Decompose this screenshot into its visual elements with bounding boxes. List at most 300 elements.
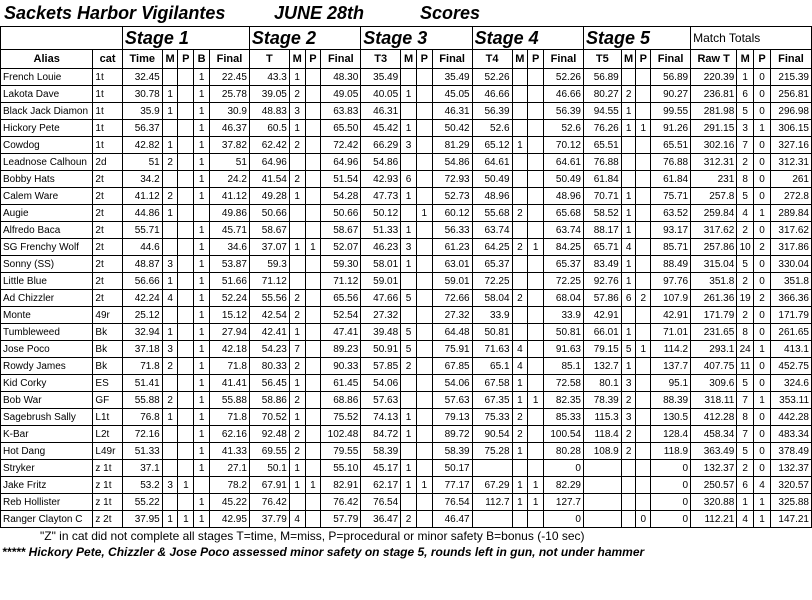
score-cell [416, 409, 432, 426]
score-cell: 2 [289, 290, 305, 307]
score-cell: 1 [194, 273, 210, 290]
score-cell: 2 [737, 154, 754, 171]
score-cell: 56.37 [122, 120, 162, 137]
score-cell: 95.1 [651, 375, 691, 392]
score-cell: 66.29 [361, 137, 401, 154]
score-cell: 171.79 [770, 307, 811, 324]
score-cell [416, 273, 432, 290]
score-row [1, 86, 812, 103]
score-cell: 11 [737, 358, 754, 375]
score-cell [305, 256, 321, 273]
column-header: Raw T [691, 50, 737, 69]
column-header: Final [321, 50, 361, 69]
score-cell: 49.05 [321, 86, 361, 103]
score-cell: 65.51 [651, 137, 691, 154]
alias-cell: Leadnose Calhoun [1, 154, 93, 171]
score-cell: 46.47 [432, 511, 472, 528]
score-cell: 1 [305, 239, 321, 256]
score-cell [305, 171, 321, 188]
score-cell: 48.30 [321, 69, 361, 86]
score-cell: 1 [401, 460, 417, 477]
score-cell [416, 120, 432, 137]
score-cell: 56.33 [432, 222, 472, 239]
score-cell: 67.85 [432, 358, 472, 375]
score-cell: 0 [754, 375, 771, 392]
score-cell [162, 171, 178, 188]
score-cell: 65.68 [544, 205, 584, 222]
score-cell: 4 [289, 511, 305, 528]
column-header: P [754, 50, 771, 69]
column-header: T [249, 50, 289, 69]
column-header: B [194, 50, 210, 69]
score-cell [636, 103, 651, 120]
score-cell: 58.67 [249, 222, 289, 239]
score-cell: 50.81 [544, 324, 584, 341]
score-cell: 7 [737, 137, 754, 154]
alias-cell: Cowdog [1, 137, 93, 154]
score-cell: 5 [401, 324, 417, 341]
score-cell: 56.89 [651, 69, 691, 86]
score-cell: 51.41 [122, 375, 162, 392]
score-cell: 1 [194, 290, 210, 307]
score-cell: 1 [416, 477, 432, 494]
score-cell: 1 [194, 494, 210, 511]
score-cell: 1 [754, 494, 771, 511]
alias-cell: French Louie [1, 69, 93, 86]
score-cell: 48.87 [122, 256, 162, 273]
score-cell: 91.26 [651, 120, 691, 137]
column-header: Alias [1, 50, 93, 69]
column-header: T4 [472, 50, 512, 69]
stage-3-title: Stage 3 [361, 27, 472, 50]
score-cell: 54.23 [249, 341, 289, 358]
score-cell: 50.17 [432, 460, 472, 477]
category-cell: 2t [93, 171, 122, 188]
score-cell: 118.9 [651, 443, 691, 460]
score-cell [178, 426, 194, 443]
score-row [1, 460, 812, 477]
score-cell: 3 [621, 375, 636, 392]
score-cell: 71.01 [651, 324, 691, 341]
score-cell [289, 273, 305, 290]
score-cell: 1 [178, 511, 194, 528]
score-cell: 1 [289, 69, 305, 86]
score-cell: 79.13 [432, 409, 472, 426]
score-cell: 62.42 [249, 137, 289, 154]
score-cell: 64.61 [472, 154, 512, 171]
score-cell [416, 137, 432, 154]
score-cell: 60.12 [432, 205, 472, 222]
alias-cell: Monte [1, 307, 93, 324]
score-cell: 66.01 [583, 324, 621, 341]
score-cell: 58.67 [321, 222, 361, 239]
score-cell: 132.7 [583, 358, 621, 375]
score-cell: 312.31 [691, 154, 737, 171]
score-cell [636, 171, 651, 188]
alias-cell: K-Bar [1, 426, 93, 443]
score-cell: 72.16 [122, 426, 162, 443]
score-cell: 127.7 [544, 494, 584, 511]
score-cell [528, 409, 544, 426]
score-cell: 0 [754, 222, 771, 239]
score-cell: 32.94 [122, 324, 162, 341]
score-cell: 85.33 [544, 409, 584, 426]
score-cell: 353.11 [770, 392, 811, 409]
stage-2-title: Stage 2 [249, 27, 360, 50]
column-header-row [1, 50, 812, 69]
score-cell: 2 [621, 392, 636, 409]
score-cell: 63.74 [544, 222, 584, 239]
score-cell: 37.07 [249, 239, 289, 256]
score-cell [636, 358, 651, 375]
score-cell: 1 [401, 222, 417, 239]
score-cell: 1 [289, 188, 305, 205]
score-cell: 5 [737, 103, 754, 120]
score-cell: 67.35 [472, 392, 512, 409]
score-cell: 99.55 [651, 103, 691, 120]
score-cell [305, 392, 321, 409]
category-cell: z 1t [93, 477, 122, 494]
score-cell: 15.12 [209, 307, 249, 324]
score-cell [621, 137, 636, 154]
score-cell: 1 [621, 103, 636, 120]
alias-cell: Calem Ware [1, 188, 93, 205]
score-cell [305, 426, 321, 443]
score-cell [621, 511, 636, 528]
stage-5-title: Stage 5 [583, 27, 690, 50]
score-cell: 1 [737, 69, 754, 86]
score-cell [528, 324, 544, 341]
score-cell: 1 [194, 511, 210, 528]
score-cell: 88.17 [583, 222, 621, 239]
score-cell: 41.12 [122, 188, 162, 205]
score-cell [416, 69, 432, 86]
score-row [1, 239, 812, 256]
stage-4-title: Stage 4 [472, 27, 583, 50]
score-cell: 2 [737, 222, 754, 239]
score-cell [305, 69, 321, 86]
score-cell: 60.5 [249, 120, 289, 137]
score-cell: 1 [512, 137, 528, 154]
score-cell: 5 [401, 341, 417, 358]
score-cell: 4 [754, 477, 771, 494]
score-cell: 0 [754, 426, 771, 443]
score-row [1, 120, 812, 137]
score-cell: 1 [754, 205, 771, 222]
column-header: Final [770, 50, 811, 69]
score-cell: 90.54 [472, 426, 512, 443]
score-cell: 80.33 [249, 358, 289, 375]
score-cell: 3 [162, 341, 178, 358]
score-cell [289, 256, 305, 273]
score-cell: 51.54 [321, 171, 361, 188]
score-cell: 118.4 [583, 426, 621, 443]
score-cell [305, 409, 321, 426]
score-cell: 55.10 [321, 460, 361, 477]
score-cell: 71.12 [249, 273, 289, 290]
score-cell: 1 [194, 426, 210, 443]
score-cell: 7 [289, 341, 305, 358]
category-cell: z 1t [93, 494, 122, 511]
score-cell: 302.16 [691, 137, 737, 154]
score-cell: 5 [621, 341, 636, 358]
category-cell: 2t [93, 290, 122, 307]
score-cell: 2 [289, 171, 305, 188]
score-cell: 2 [162, 358, 178, 375]
score-cell: 5 [737, 375, 754, 392]
score-cell: 1 [194, 239, 210, 256]
score-row [1, 205, 812, 222]
stage-header-row [1, 27, 812, 50]
score-cell: 39.05 [249, 86, 289, 103]
score-cell [416, 86, 432, 103]
score-cell [416, 307, 432, 324]
score-cell: 58.04 [472, 290, 512, 307]
category-cell: L1t [93, 409, 122, 426]
score-cell: 45.17 [361, 460, 401, 477]
score-cell: 2 [289, 358, 305, 375]
score-cell: 257.8 [691, 188, 737, 205]
score-cell [401, 69, 417, 86]
score-cell [178, 375, 194, 392]
score-cell: 1 [162, 511, 178, 528]
score-cell [583, 477, 621, 494]
score-cell [416, 358, 432, 375]
score-row [1, 392, 812, 409]
score-cell [401, 273, 417, 290]
score-cell: 293.1 [691, 341, 737, 358]
score-cell: 45.22 [209, 494, 249, 511]
score-cell [528, 426, 544, 443]
score-cell: 4 [162, 290, 178, 307]
score-cell: 483.34 [770, 426, 811, 443]
score-cell: 44.6 [122, 239, 162, 256]
score-cell: 2 [737, 460, 754, 477]
score-cell [178, 358, 194, 375]
score-cell: 0 [754, 171, 771, 188]
score-cell: 2 [512, 239, 528, 256]
score-cell [178, 443, 194, 460]
column-header: Final [209, 50, 249, 69]
score-cell: 1 [289, 409, 305, 426]
score-cell: 1 [621, 188, 636, 205]
score-cell: 64.61 [544, 154, 584, 171]
alias-cell: Jose Poco [1, 341, 93, 358]
score-cell: 72.42 [321, 137, 361, 154]
column-header: M [289, 50, 305, 69]
score-row [1, 103, 812, 120]
score-cell: 58.39 [432, 443, 472, 460]
score-cell: 50.12 [361, 205, 401, 222]
score-cell: 59.30 [321, 256, 361, 273]
score-cell: 78.2 [209, 477, 249, 494]
score-cell: 65.37 [544, 256, 584, 273]
score-cell [289, 205, 305, 222]
score-cell: 83.49 [583, 256, 621, 273]
score-cell: 35.49 [432, 69, 472, 86]
score-cell [289, 222, 305, 239]
score-row [1, 375, 812, 392]
score-cell: 2 [636, 290, 651, 307]
score-cell [178, 273, 194, 290]
score-cell: 61.45 [321, 375, 361, 392]
score-cell: 45.71 [209, 222, 249, 239]
score-cell: 0 [754, 86, 771, 103]
score-cell [305, 103, 321, 120]
score-cell: 1 [401, 256, 417, 273]
score-cell: 74.13 [361, 409, 401, 426]
score-cell: 42.93 [361, 171, 401, 188]
score-cell: 1 [194, 188, 210, 205]
score-cell: 51 [122, 154, 162, 171]
score-cell [472, 511, 512, 528]
score-cell [305, 273, 321, 290]
score-cell [178, 137, 194, 154]
score-cell: 67.91 [249, 477, 289, 494]
score-cell: 52.24 [209, 290, 249, 307]
category-cell: 2t [93, 273, 122, 290]
score-cell: 85.1 [544, 358, 584, 375]
score-cell: 6 [401, 171, 417, 188]
score-cell [305, 188, 321, 205]
score-cell: 114.2 [651, 341, 691, 358]
score-cell: 3 [401, 137, 417, 154]
column-header: P [528, 50, 544, 69]
score-cell [162, 239, 178, 256]
score-cell: 0 [754, 273, 771, 290]
score-cell: 22.45 [209, 69, 249, 86]
score-cell: 261.36 [691, 290, 737, 307]
score-cell: 315.04 [691, 256, 737, 273]
score-cell [512, 222, 528, 239]
score-cell: 257.86 [691, 239, 737, 256]
score-cell: 51.33 [122, 443, 162, 460]
score-cell [636, 375, 651, 392]
score-cell: 0 [754, 188, 771, 205]
column-header: P [178, 50, 194, 69]
score-cell [528, 137, 544, 154]
score-cell: 215.39 [770, 69, 811, 86]
score-cell: 4 [621, 239, 636, 256]
score-cell: 112.21 [691, 511, 737, 528]
column-header: M [512, 50, 528, 69]
alias-cell: Sonny (SS) [1, 256, 93, 273]
score-cell [162, 69, 178, 86]
score-cell: 54.06 [361, 375, 401, 392]
score-cell: 68.04 [544, 290, 584, 307]
score-cell: 6 [737, 477, 754, 494]
score-cell: 351.8 [691, 273, 737, 290]
score-cell: 70.12 [544, 137, 584, 154]
score-cell [416, 103, 432, 120]
score-cell: 1 [162, 137, 178, 154]
score-cell [178, 171, 194, 188]
score-cell: 59.01 [432, 273, 472, 290]
score-cell: 89.72 [432, 426, 472, 443]
score-row [1, 256, 812, 273]
score-cell: 50.66 [321, 205, 361, 222]
score-cell: 0 [754, 409, 771, 426]
alias-cell: SG Frenchy Wolf [1, 239, 93, 256]
score-cell: 0 [754, 69, 771, 86]
score-cell: 147.21 [770, 511, 811, 528]
score-cell: 65.12 [472, 137, 512, 154]
score-cell: 72.25 [544, 273, 584, 290]
score-cell: 1 [512, 494, 528, 511]
score-cell: 1 [401, 426, 417, 443]
score-cell: 320.88 [691, 494, 737, 511]
score-cell: 42.18 [209, 341, 249, 358]
alias-cell: Sagebrush Sally [1, 409, 93, 426]
score-cell: 27.94 [209, 324, 249, 341]
score-cell: 256.81 [770, 86, 811, 103]
score-cell: 324.6 [770, 375, 811, 392]
score-cell: 39.48 [361, 324, 401, 341]
score-cell: 37.95 [122, 511, 162, 528]
score-cell [401, 103, 417, 120]
score-cell: 56.39 [472, 103, 512, 120]
score-cell: 1 [194, 154, 210, 171]
score-cell: 1 [401, 188, 417, 205]
score-cell [416, 239, 432, 256]
score-cell: 19 [737, 290, 754, 307]
score-cell [528, 375, 544, 392]
score-cell: 58.01 [361, 256, 401, 273]
score-cell: 82.29 [544, 477, 584, 494]
score-cell: 34.2 [122, 171, 162, 188]
column-header: Time [122, 50, 162, 69]
score-cell: 56.66 [122, 273, 162, 290]
score-cell: 59.3 [249, 256, 289, 273]
score-cell: 2 [754, 239, 771, 256]
score-cell: 70.71 [583, 188, 621, 205]
score-cell: 27.32 [361, 307, 401, 324]
score-cell: 130.5 [651, 409, 691, 426]
title-row [0, 0, 812, 26]
score-cell: 2 [512, 290, 528, 307]
score-cell [416, 494, 432, 511]
column-header: M [737, 50, 754, 69]
score-cell: 67.58 [472, 375, 512, 392]
score-cell: 327.16 [770, 137, 811, 154]
score-cell [512, 154, 528, 171]
score-cell: 52.54 [321, 307, 361, 324]
score-cell: 2 [162, 154, 178, 171]
score-cell: 1 [194, 222, 210, 239]
score-cell [636, 205, 651, 222]
score-cell: 37.79 [249, 511, 289, 528]
score-cell [512, 86, 528, 103]
score-cell [416, 426, 432, 443]
category-cell: 1t [93, 69, 122, 86]
score-cell: 72.58 [544, 375, 584, 392]
score-cell [305, 205, 321, 222]
score-cell: 54.86 [432, 154, 472, 171]
score-cell: 30.9 [209, 103, 249, 120]
score-cell: 41.54 [249, 171, 289, 188]
score-cell: 4 [512, 358, 528, 375]
score-cell: 61.23 [432, 239, 472, 256]
score-cell: 62.17 [361, 477, 401, 494]
score-cell [194, 477, 210, 494]
score-cell: 458.34 [691, 426, 737, 443]
score-cell: 77.17 [432, 477, 472, 494]
score-cell: 2 [401, 511, 417, 528]
score-cell: 330.04 [770, 256, 811, 273]
score-cell [305, 341, 321, 358]
score-cell: 0 [754, 324, 771, 341]
score-cell: 65.50 [321, 120, 361, 137]
